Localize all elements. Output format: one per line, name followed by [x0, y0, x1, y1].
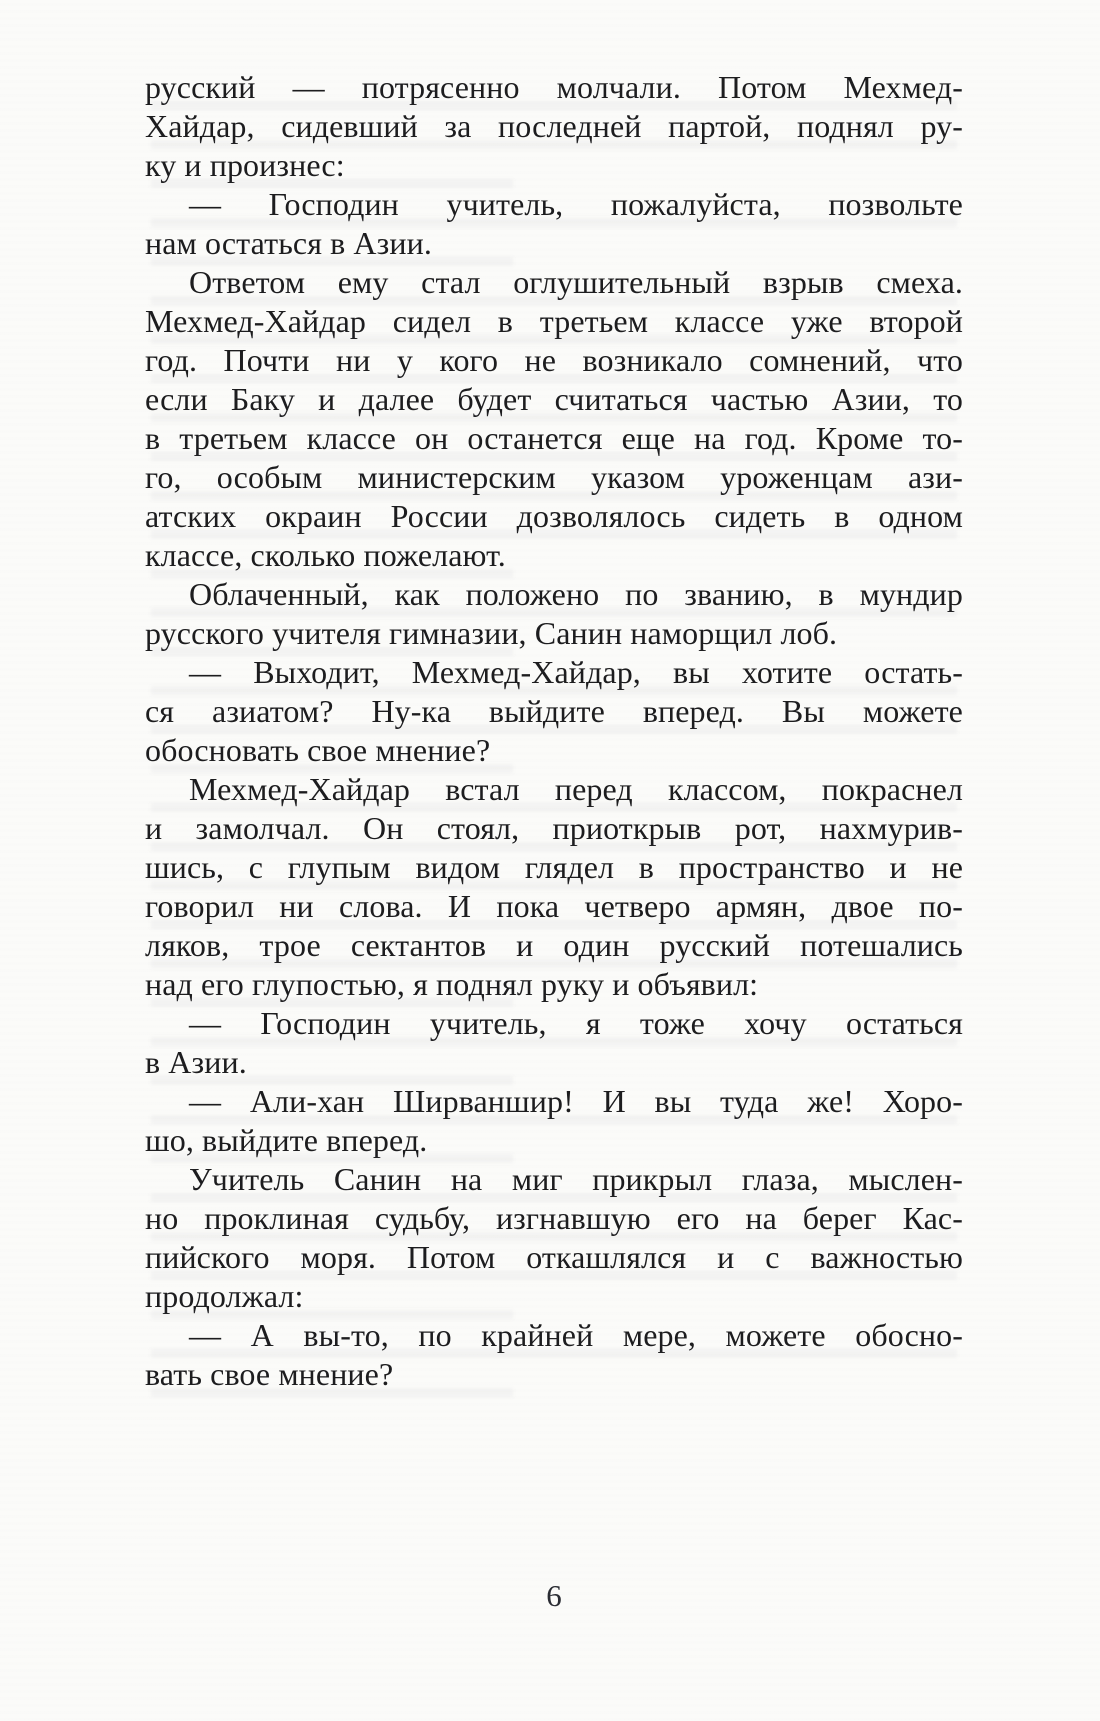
text-line: ляков, трое сектантов и один русский потешались	[145, 927, 963, 963]
text-line: Ответом ему стал оглушительный взрыв смеха.	[145, 263, 963, 302]
text-line: Облаченный, как положено по званию, в мундир	[145, 575, 963, 614]
text-line: шо, выйдите вперед.	[145, 1121, 963, 1160]
page-number: 6	[546, 1578, 562, 1613]
text-line: в третьем классе он останется еще на год. Кроме то-	[145, 420, 963, 456]
text-line: русский — потрясенно молчали. Потом Мехмед-	[145, 69, 963, 105]
text-line: Мехмед-Хайдар встал перед классом, покраснел	[145, 770, 963, 809]
text-line: — А вы-то, по крайней мере, можете обосно-	[145, 1316, 963, 1355]
text-line: Хайдар, сидевший за последней партой, поднял ру-	[145, 108, 963, 144]
text-line: ся азиатом? Ну-ка выйдите вперед. Вы можете	[145, 693, 963, 729]
text-line: если Баку и далее будет считаться частью Азии, то	[145, 381, 963, 417]
text-line: атских окраин России дозволялось сидеть в одном	[145, 498, 963, 534]
text-line: над его глупостью, я поднял руку и объявил:	[145, 965, 963, 1004]
text-line: нам остаться в Азии.	[145, 224, 963, 263]
text-line: — Али-хан Ширваншир! И вы туда же! Хоро-	[145, 1082, 963, 1121]
text-line: Учитель Санин на миг прикрыл глаза, мыслен-	[145, 1160, 963, 1199]
text-line: обосновать свое мнение?	[145, 731, 963, 770]
text-line: — Выходит, Мехмед-Хайдар, вы хотите остать-	[145, 653, 963, 692]
text-line: вать свое мнение?	[145, 1355, 963, 1394]
page-text	[145, 68, 963, 1394]
text-line: — Господин учитель, пожалуйста, позвольте	[145, 185, 963, 224]
text-line: пийского моря. Потом откашлялся и с важностью	[145, 1239, 963, 1275]
text-line: ку и произнес:	[145, 146, 963, 185]
text-line: Мехмед-Хайдар сидел в третьем классе уже второй	[145, 303, 963, 339]
text-line: в Азии.	[145, 1043, 963, 1082]
text-line: год. Почти ни у кого не возникало сомнений, что	[145, 342, 963, 378]
text-line: классе, сколько пожелают.	[145, 536, 963, 575]
text-line: но проклиная судьбу, изгнавшую его на берег Кас-	[145, 1200, 963, 1236]
text-line: говорил ни слова. И пока четверо армян, двое по-	[145, 888, 963, 924]
text-line: шись, с глупым видом глядел в пространство и не	[145, 849, 963, 885]
text-line: русского учителя гимназии, Санин наморщил лоб.	[145, 614, 963, 653]
text-line: — Господин учитель, я тоже хочу остаться	[145, 1004, 963, 1043]
text-line: и замолчал. Он стоял, приоткрыв рот, нахмурив-	[145, 810, 963, 846]
text-line: го, особым министерским указом уроженцам ази-	[145, 459, 963, 495]
text-line: продолжал:	[145, 1277, 963, 1316]
